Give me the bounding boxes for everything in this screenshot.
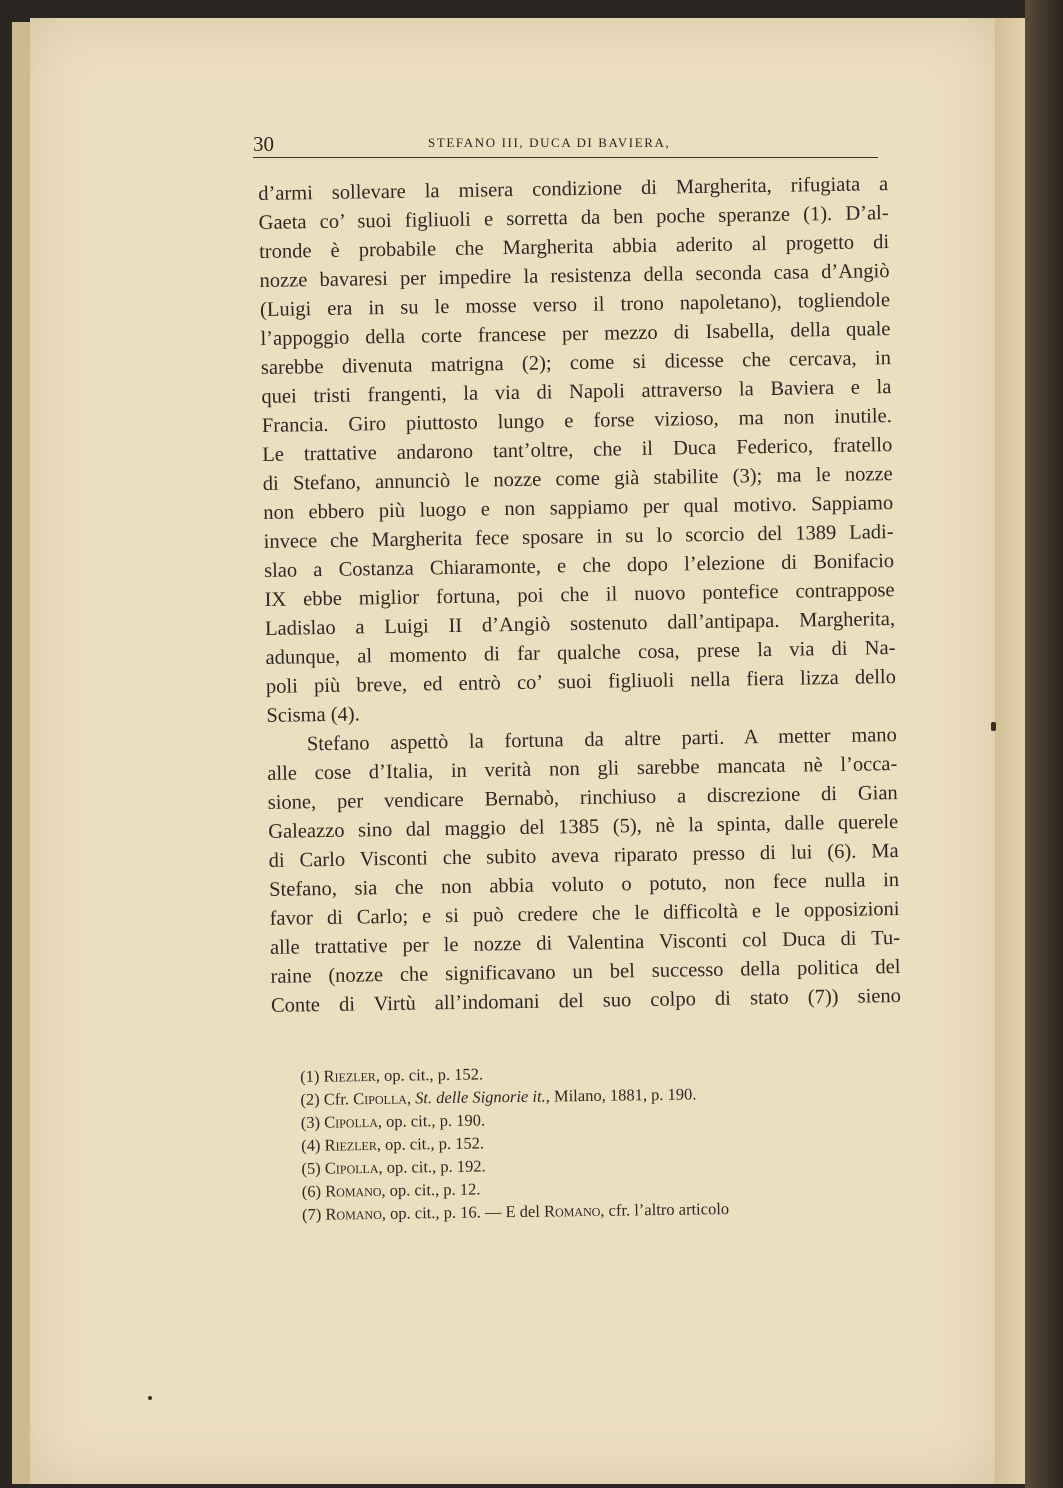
text-line: Stefano aspettò la fortuna da altre parti. A metter mano	[306, 724, 897, 756]
footnote-text: , op. cit., p. 12.	[381, 1179, 481, 1200]
footnote-text: , op. cit., p. 152.	[375, 1064, 484, 1085]
page-gutter	[995, 18, 1025, 1484]
footnote-text: , op. cit., p. 190.	[377, 1110, 486, 1131]
footnote-text: ,	[406, 1088, 416, 1108]
footnote-text: , cfr. l’altro articolo	[600, 1199, 730, 1220]
footnote-author: Riezler	[324, 1134, 377, 1155]
footnote-number: (6)	[301, 1181, 322, 1201]
text-line: Conte di Virtù all’indomani del suo colpo di stato (7)) sieno	[270, 985, 902, 1017]
text-line: Galeazzo sino dal maggio del 1385 (5), nè la spinta, dalle querele	[268, 811, 899, 843]
text-line: d’armi sollevare la misera condizione di Margherita, rifugiata a	[258, 173, 889, 205]
footnote-author: Riezler	[323, 1065, 376, 1086]
text-line: invece che Margherita fece sposare in su lo scorcio del 1389 Ladi-	[263, 521, 894, 553]
body-text	[258, 170, 901, 1021]
text-line: sarebbe divenuta matrigna (2); come si dicesse che cercava, in	[260, 347, 892, 379]
footnote-title: St. delle Signorie it.,	[414, 1086, 550, 1108]
text-line: Stefano, sia che non abbia voluto o potuto, non fece nulla in	[268, 869, 900, 901]
text-line: nozze bavaresi per impedire la resistenza della seconda casa d’Angiò	[259, 260, 890, 292]
paper-speck	[991, 722, 996, 731]
footnote-author: Cipolla	[324, 1157, 379, 1178]
footnote-author: Romano	[325, 1180, 382, 1201]
footnote-number: (3)	[300, 1112, 321, 1132]
running-title: STEFANO III, DUCA DI BAVIERA,	[428, 135, 671, 150]
header-rule	[253, 157, 878, 158]
footnote-number: (5)	[301, 1158, 321, 1178]
footnote-text: , op. cit., p. 192.	[378, 1156, 486, 1177]
book-edge	[1025, 0, 1063, 1488]
text-line: adunque, al momento di far qualche cosa, prese la via di Na-	[265, 637, 896, 669]
footnotes	[300, 1057, 892, 1226]
text-line: alle trattative per le nozze di Valentina Visconti col Duca di Tu-	[269, 927, 901, 959]
footnote-number: (4)	[300, 1135, 321, 1155]
text-line: di Stefano, annunciò le nozze come già stabilite (3); ma le nozze	[262, 463, 893, 495]
text-line: favor di Carlo; e si può credere che le difficoltà e le opposizioni	[269, 898, 900, 930]
text-line: Le trattative andarono tant’oltre, che il Duca Federico, fratello	[262, 434, 893, 466]
footnote-author: Romano	[543, 1200, 601, 1221]
text-line: Scisma (4).	[266, 703, 360, 727]
text-line: IX ebbe miglior fortuna, poi che il nuovo pontefice contrappose	[264, 579, 895, 611]
text-line: non ebbero più luogo e non sappiamo per qual motivo. Sappiamo	[263, 492, 894, 524]
text-line: raine (nozze che significavano un bel successo della politica del	[270, 956, 901, 988]
footnote-text: , op. cit., p. 16. — E del	[381, 1201, 545, 1223]
text-line: quei tristi frangenti, la via di Napoli attraverso la Baviera e la	[261, 376, 892, 408]
text-line: sione, per vendicare Bernabò, rinchiuso a discrezione di Gian	[267, 782, 898, 814]
footnote-number: (1)	[300, 1066, 320, 1086]
text-line: (Luigi era in su le mosse verso il trono napoletano), togliendole	[259, 289, 891, 321]
text-line: l’appoggio della corte francese per mezzo di Isabella, della quale	[260, 318, 891, 350]
paper-speck	[148, 1396, 152, 1400]
footnote-author: Romano	[325, 1203, 382, 1224]
text-line: Francia. Giro piuttosto lungo e forse vizioso, ma non inutile.	[261, 405, 892, 437]
footnote-number: (7)	[301, 1204, 322, 1224]
text-line: alle cose d’Italia, in verità non gli sarebbe mancata nè l’occa-	[267, 753, 898, 785]
page-number: 30	[253, 132, 274, 156]
text-line: slao a Costanza Chiaramonte, e che dopo l’elezione di Bonifacio	[263, 550, 895, 582]
footnote-number: (2)	[300, 1089, 320, 1109]
footnote-author: Cipolla	[324, 1111, 378, 1132]
page-header	[253, 128, 883, 158]
footnote-text: , op. cit., p. 152.	[376, 1133, 485, 1154]
text-line: tronde è probabile che Margherita abbia aderito al progetto di	[258, 231, 890, 263]
text-line: Gaeta co’ suoi figliuoli e sorretta da ben poche speranze (1). D’al-	[258, 202, 889, 234]
text-line: poli più breve, ed entrò co’ suoi figliuoli nella fiera lizza dello	[265, 666, 897, 698]
text-line: di Carlo Visconti che subito aveva riparato presso di lui (6). Ma	[268, 840, 899, 872]
footnote-text: Milano, 1881, p. 190.	[549, 1084, 697, 1106]
footnote-text: Cfr.	[323, 1089, 354, 1109]
text-line: Ladislao a Luigi II d’Angiò sostenuto dall’antipapa. Margherita,	[264, 608, 896, 640]
footnote-author: Cipolla	[353, 1088, 407, 1109]
